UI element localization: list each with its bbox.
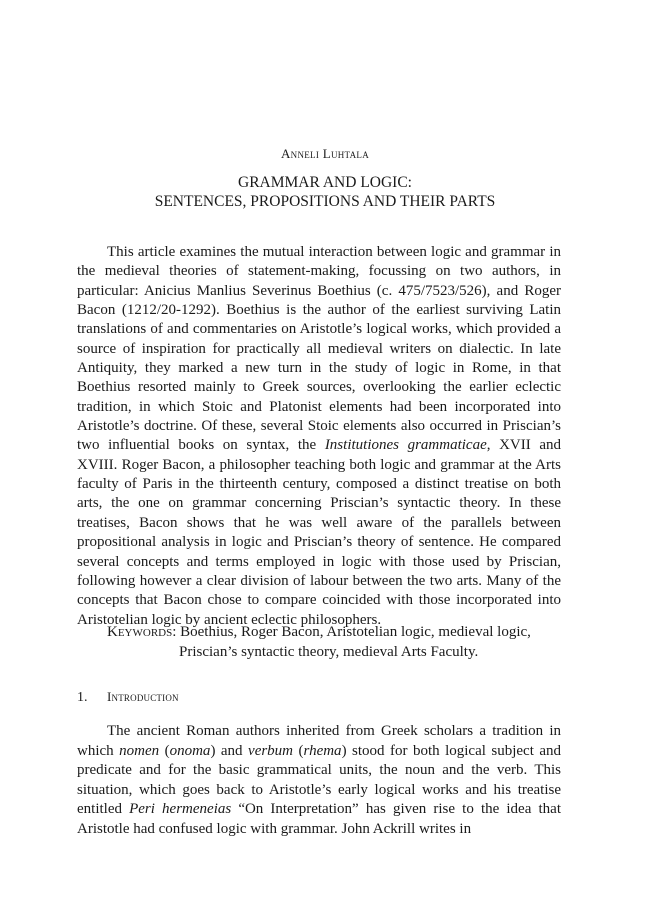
- section-title: Introduction: [107, 689, 179, 704]
- abstract-line: earliest surviving Latin translations of and commentaries on Aristotle’s log: [77, 302, 562, 338]
- body-paragraph: [77, 722, 561, 839]
- abstract-line: authors, in particular: Anicius Manlius Severinus Boethius (c. 475/7: [77, 263, 561, 299]
- body-line: idea that Aristotle had confused logic with grammar. John Ackrill writes in: [77, 801, 561, 837]
- abstract-line: ever a clear division of labour between the two arts. Many of the concepts: [77, 572, 562, 609]
- author-name: Anneli Luhtala: [280, 146, 370, 161]
- abstract-line: several Stoic elements also occurred in Priscian’s two influential books on: [77, 418, 561, 454]
- abstract-line: Platonist elements had been incorporated into Aristotle’s doctrine. Of these,: [77, 398, 561, 435]
- article-title: [0, 173, 650, 211]
- punct: (: [293, 742, 304, 759]
- title-line-1: GRAMMAR AND LOGIC:: [238, 174, 412, 191]
- title-line-2: SENTENCES, PROPOSITIONS AND THEIR PARTS: [154, 193, 496, 210]
- abstract-line: philosopher teaching both logic and grammar at the Arts faculty of Paris in: [77, 456, 562, 493]
- abstract: [77, 243, 561, 630]
- body-line: This situation, which goes back to Aristotle’s early logical works and his: [77, 762, 561, 798]
- abstract-line: This article examines the mutual interaction between logic and gram: [107, 244, 522, 260]
- keywords: [107, 623, 561, 662]
- body-line: in which: [77, 723, 561, 759]
- body-line: “On Interpretation” has given rise to the: [231, 801, 500, 817]
- body-line: ) stood for both logical subject: [341, 742, 534, 759]
- keywords-line-1: Boethius, Roger Bacon, Aristotelian logic, medieval logic,: [180, 624, 531, 640]
- abstract-paragraph: [77, 243, 561, 630]
- keywords-label: Keywords:: [107, 624, 177, 640]
- abstract-line: ical works, which provided a source of inspiration for practically all: [77, 321, 562, 357]
- work-title: Institutiones grammaticae: [324, 437, 487, 454]
- abstract-line: mar in the medieval theories of statement-making, focussing on two: [77, 244, 561, 280]
- abstract-line: 523/526), and Roger Bacon (1212/20-1292). Boethius is the author of the: [77, 282, 561, 319]
- abstract-line: syntax, the: [246, 437, 325, 454]
- abstract-line: and terms employed in logic with those used by Priscian, following how: [77, 553, 562, 589]
- punct: (: [159, 742, 170, 759]
- greek-term: onoma: [169, 742, 211, 759]
- greek-term: rhema: [303, 742, 342, 759]
- latin-term: verbum: [248, 742, 294, 759]
- section-number: 1.: [77, 690, 88, 705]
- punct: ) and: [210, 742, 249, 759]
- abstract-line: that Bacon chose to compare coincided with those incorporated into: [135, 592, 561, 609]
- work-title: Peri hermeneias: [129, 801, 232, 817]
- body-line: The ancient Roman authors inherited from Greek scholars a tradition: [107, 723, 544, 739]
- keywords-line-2: Priscian’s syntactic theory, medieval Arts Faculty.: [179, 643, 479, 660]
- body-text: [77, 722, 561, 839]
- body-line: treatise entitled: [77, 781, 561, 817]
- abstract-line: sources, overlooking the earlier eclectic tradition, in which Stoic and: [77, 379, 561, 415]
- latin-term: nomen: [119, 742, 160, 759]
- abstract-line: medieval writers on dialectic. In late Antiquity, they marked a new turn in: [77, 340, 562, 377]
- abstract-line: Aristotelian logic by ancient eclectic philosophers.: [77, 611, 382, 628]
- abstract-line: the thirteenth century, composed a distinct treatise on both arts, the one on: [77, 476, 561, 512]
- abstract-line: , XVII and XVIII. Roger Bacon, a: [77, 437, 561, 473]
- abstract-line: sis in logic and Priscian’s theory of sentence. He compared several concepts: [77, 534, 561, 570]
- abstract-line: grammar concerning Priscian’s syntactic theory. In these treatises, Bacon: [77, 495, 561, 531]
- body-line: and predicate and for the basic grammatical units, the noun and the verb.: [77, 742, 561, 778]
- abstract-line: the study of logic in Rome, in that Boethius resorted mainly to Greek: [77, 360, 561, 396]
- section-heading: [77, 688, 561, 707]
- abstract-line: shows that he was well aware of the parallels between propositional analy: [77, 514, 561, 551]
